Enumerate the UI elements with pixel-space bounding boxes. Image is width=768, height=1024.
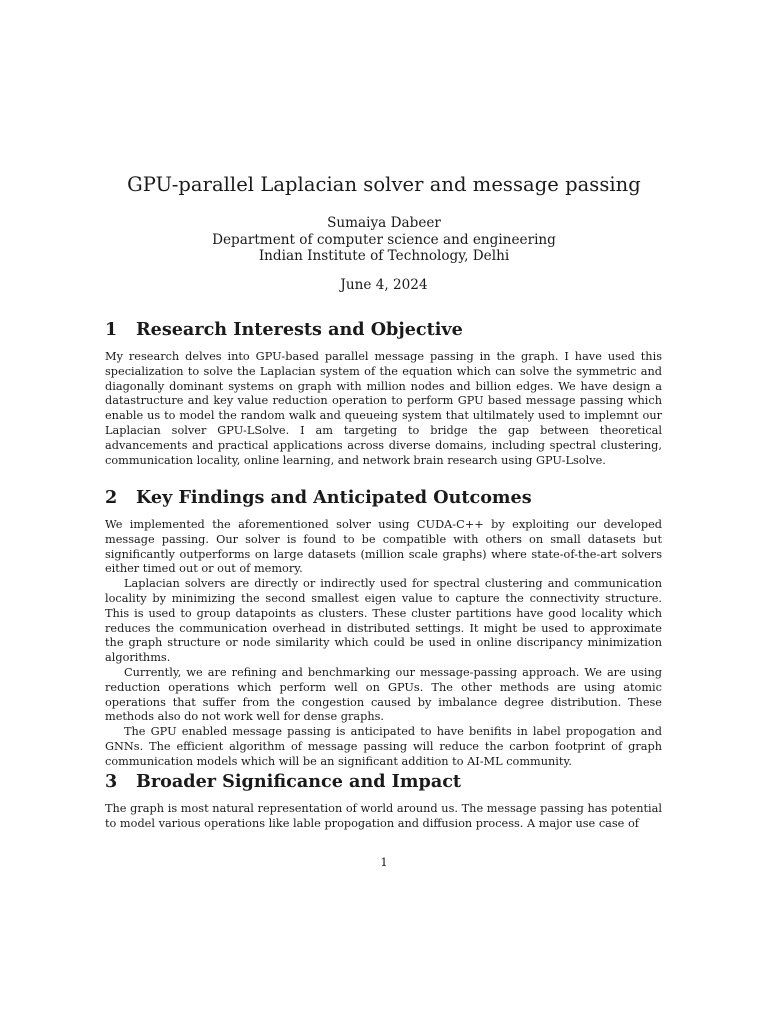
section-heading-1: [105, 319, 463, 340]
paper-title: GPU-parallel Laplacian solver and message passing: [127, 173, 641, 196]
paragraph: The graph is most natural representation of world around us. The message passing has potential to model various operations like lable propogation and diffusion process. A major use case of: [105, 802, 662, 830]
section-title: Research Interests and Objective: [136, 319, 463, 340]
section-body-1: [105, 350, 662, 468]
section-body-3: [105, 802, 662, 832]
paragraph: We implemented the aforementioned solver using CUDA-C++ by exploiting our developed message passing. Our solver is found to be compatible with others on small datasets but significantly outperforms on large datasets (million scale graphs) where state-of-the-art solvers either timed out or out of memory.: [105, 518, 662, 576]
section-body-2: [105, 518, 662, 770]
paragraph: The GPU enabled message passing is anticipated to have benifits in label propogation and GNNs. The efficient algorithm of message passing will reduce the carbon footprint of graph communication models which will be an significant addition to AI-ML community.: [105, 725, 662, 768]
section-title: Key Findings and Anticipated Outcomes: [136, 487, 532, 508]
page-number: 1: [380, 855, 388, 869]
paragraph: Currently, we are refining and benchmarking our message-passing approach. We are using reduction operations which perform well on GPUs. The other methods are using atomic operations that suffer from the congestion caused by imbalance degree distribution. These methods also do not work well for dense graphs.: [105, 665, 662, 724]
paper-date: June 4, 2024: [340, 277, 428, 293]
section-number: 1: [105, 319, 118, 340]
paragraph: My research delves into GPU-based parallel message passing in the graph. I have used this specialization to solve the Laplacian system of the equation which can solve the symmetric and diagonally dominant systems on graph with million nodes and billion edges. We have design a datastructure and key value reduction operation to perform GPU based message passing which enable us to model the random walk and queueing system that ultilmately used to implemnt our Laplacian solver GPU-LSolve. I am targeting to bridge the gap between theoretical advancements and practical applications across diverse domains, including spectral clustering, communication locality, online learning, and network brain research using GPU-Lsolve.: [105, 350, 662, 467]
author-institution: Indian Institute of Technology, Delhi: [258, 248, 510, 265]
author-department: Department of computer science and engineering: [212, 231, 556, 248]
section-heading-2: [105, 487, 532, 508]
section-heading-3: [105, 771, 461, 792]
section-number: 3: [105, 771, 118, 792]
author-block: [0, 215, 768, 265]
section-title: Broader Significance and Impact: [136, 771, 462, 792]
author-name: Sumaiya Dabeer: [327, 215, 441, 231]
paragraph: Laplacian solvers are directly or indirectly used for spectral clustering and communication locality by minimizing the second smallest eigen value to capture the connectivity structure. This is used to group datapoints as clusters. These cluster partitions have good locality which reduces the communication overhead in distributed settings. It might be used to approximate the graph structure or node similarity which could be used in online discripancy minimization algorithms.: [105, 577, 662, 665]
section-number: 2: [105, 487, 118, 508]
